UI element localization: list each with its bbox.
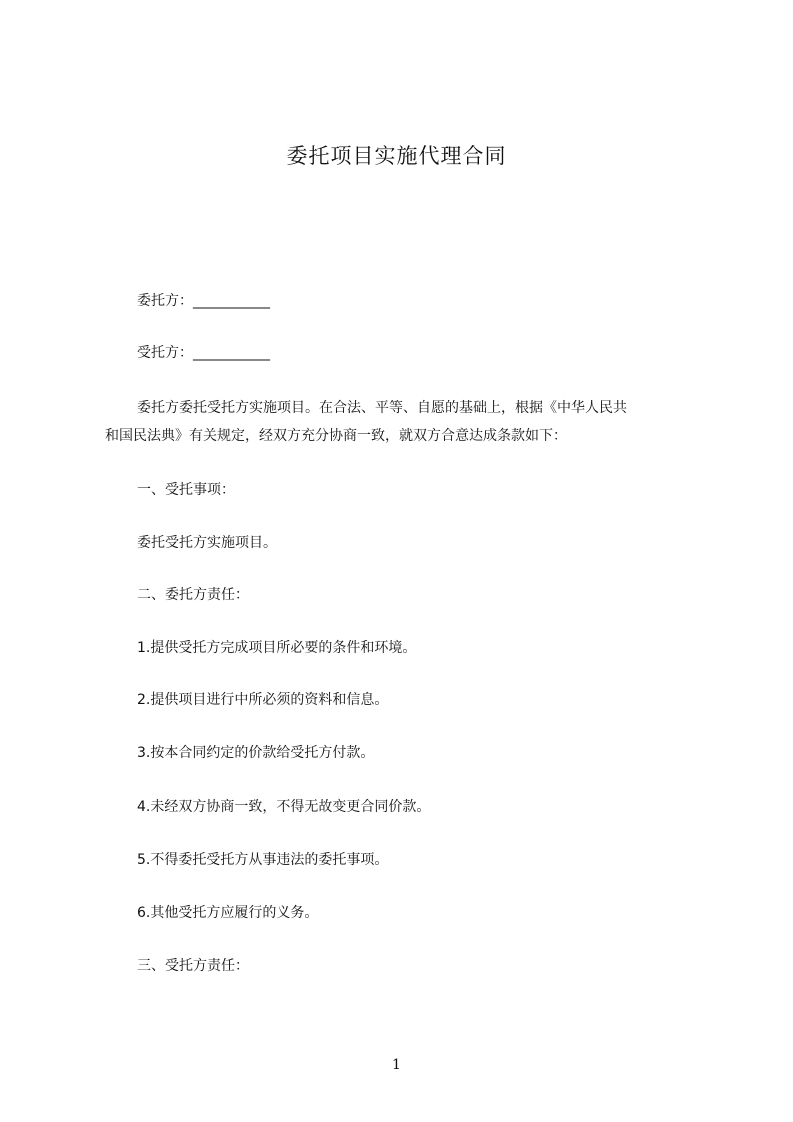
section-2-item: 6.其他受托方应履行的义务。 (137, 905, 319, 921)
section-2-heading: 二、委托方责任： (137, 587, 249, 603)
page-number: 1 (392, 1057, 401, 1073)
party-b-line (137, 343, 270, 363)
section-3-heading: 三、受托方责任： (137, 958, 249, 974)
party-b-blank: ___________ (193, 345, 270, 361)
section-2-item: 4.未经双方协商一致，不得无故变更合同价款。 (137, 799, 431, 815)
section-2-item: 3.按本合同约定的价款给受托方付款。 (137, 745, 375, 761)
section-1-heading: 一、受托事项： (137, 482, 235, 498)
intro-paragraph-line-2: 和国民法典》有关规定，经双方充分协商一致，就双方合意达成条款如下： (105, 428, 567, 444)
document-title: 委托项目实施代理合同 (286, 144, 507, 168)
intro-paragraph-line-1: 委托方委托受托方实施项目。在合法、平等、自愿的基础上，根据《中华人民共 (137, 400, 627, 416)
section-1-body: 委托受托方实施项目。 (137, 535, 277, 551)
party-a-line (137, 291, 270, 311)
party-a-label: 委托方： (137, 293, 193, 309)
section-2-item: 5.不得委托受托方从事违法的委托事项。 (137, 852, 389, 868)
party-b-label: 受托方： (137, 345, 193, 361)
party-a-blank: ___________ (193, 293, 270, 309)
section-2-item: 2.提供项目进行中所必须的资料和信息。 (137, 692, 389, 708)
section-2-item: 1.提供受托方完成项目所必要的条件和环境。 (137, 640, 417, 656)
